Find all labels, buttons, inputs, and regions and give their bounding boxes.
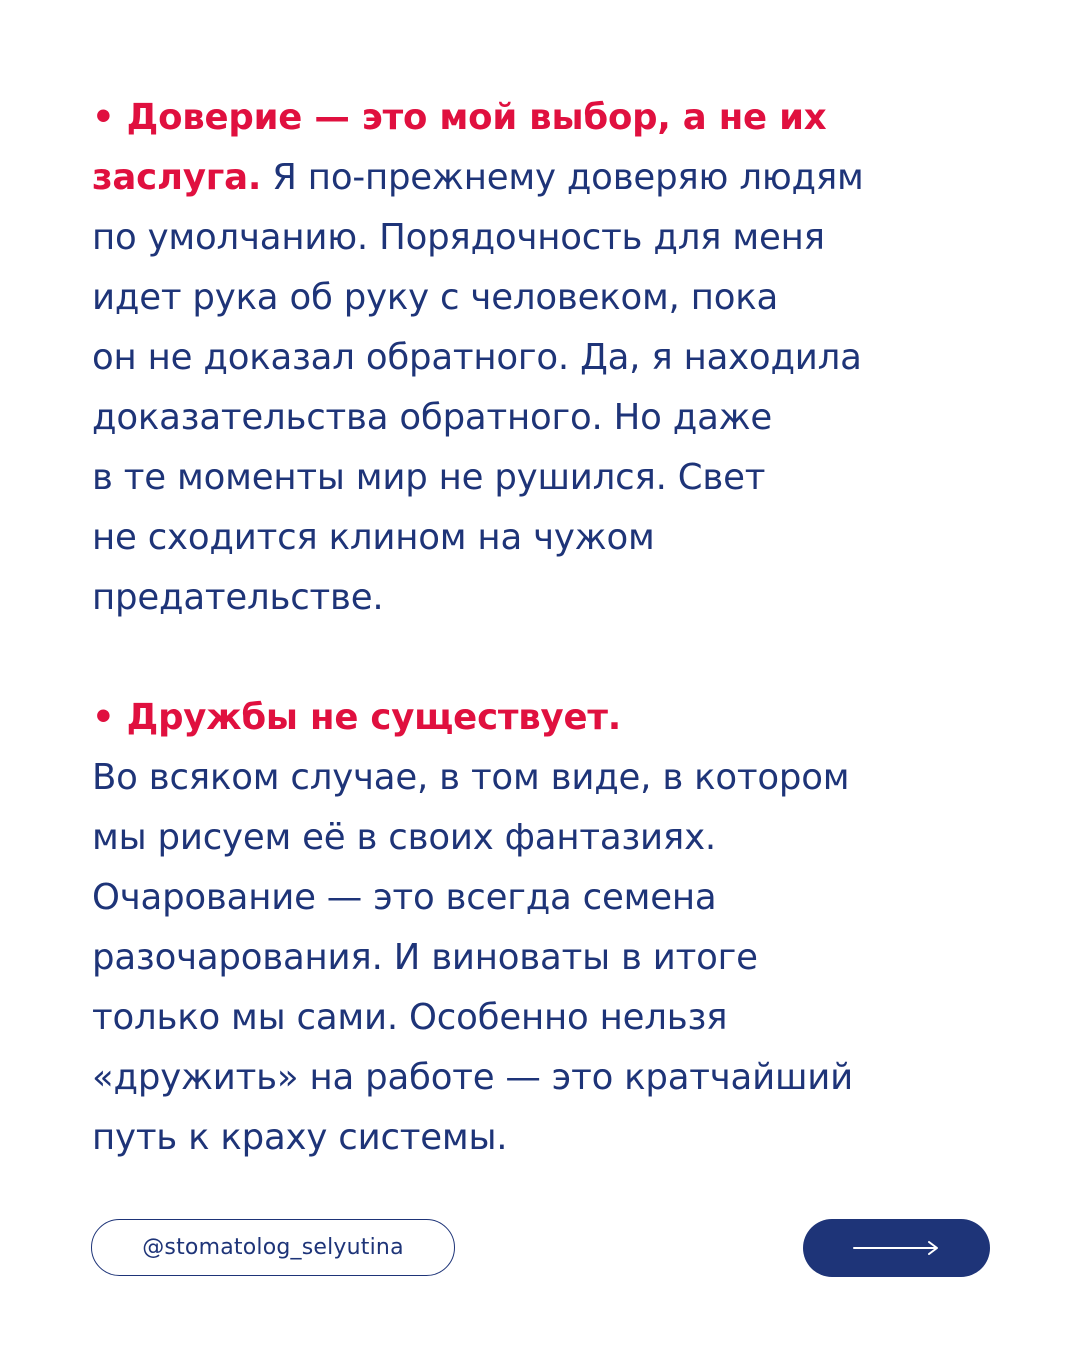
account-handle-badge[interactable]: [91, 1219, 455, 1276]
text-line: [92, 448, 992, 508]
text-line: [92, 1108, 992, 1168]
body-text: мы рисуем её в своих фантазиях.: [92, 817, 716, 858]
body-text: Во всяком случае, в том виде, в котором: [92, 757, 850, 798]
body-text: Очарование — это всегда семена: [92, 877, 717, 918]
text-line: [92, 388, 992, 448]
text-line: [92, 868, 992, 928]
text-line: [92, 988, 992, 1048]
accent-heading: • Дружбы не существует.: [92, 697, 622, 738]
text-line: [92, 808, 992, 868]
post-content: [92, 88, 992, 1228]
text-line: [92, 328, 992, 388]
text-line: [92, 568, 992, 628]
text-line: [92, 1048, 992, 1108]
section-trust: [92, 88, 992, 628]
text-line: [92, 148, 992, 208]
text-line: [92, 928, 992, 988]
accent-heading: • Доверие — это мой выбор, а не их: [92, 97, 827, 138]
text-line: [92, 268, 992, 328]
text-line: [92, 208, 992, 268]
text-line: [92, 688, 992, 748]
body-text: Я по-прежнему доверяю людям: [261, 157, 864, 198]
body-text: доказательства обратного. Но даже: [92, 397, 773, 438]
body-text: только мы сами. Особенно нельзя: [92, 997, 728, 1038]
body-text: предательстве.: [92, 577, 384, 618]
account-handle: @stomatolog_selyutina: [142, 1235, 404, 1260]
accent-heading: заслуга.: [92, 157, 262, 198]
arrow-right-icon: [852, 1239, 942, 1257]
body-text: «дружить» на работе — это кратчайший: [92, 1057, 854, 1098]
next-slide-button[interactable]: [803, 1219, 990, 1277]
body-text: путь к краху системы.: [92, 1117, 508, 1158]
text-line: [92, 748, 992, 808]
text-line: [92, 508, 992, 568]
body-text: не сходится клином на чужом: [92, 517, 655, 558]
section-friendship: [92, 688, 992, 1168]
body-text: в те моменты мир не рушился. Свет: [92, 457, 766, 498]
body-text: по умолчанию. Порядочность для меня: [92, 217, 825, 258]
body-text: разочарования. И виноваты в итоге: [92, 937, 758, 978]
body-text: он не доказал обратного. Да, я находила: [92, 337, 862, 378]
text-line: [92, 88, 992, 148]
body-text: идет рука об руку с человеком, пока: [92, 277, 779, 318]
